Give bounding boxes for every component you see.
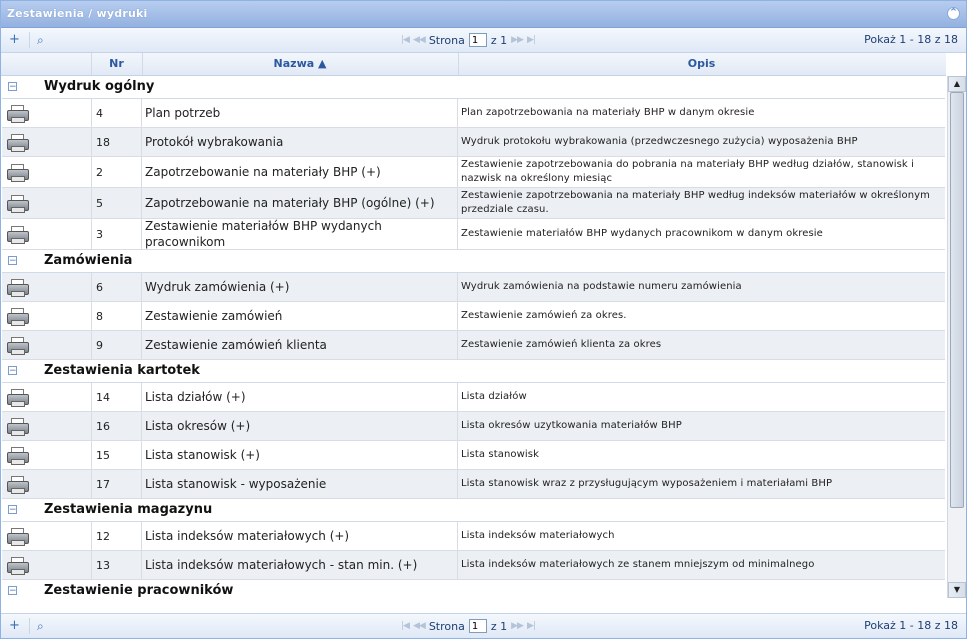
records-info: Pokaż 1 - 18 z 18 [864, 33, 958, 46]
last-page-icon[interactable]: ▶| [526, 35, 535, 45]
add-icon[interactable]: + [9, 32, 20, 47]
table-row[interactable] [2, 522, 945, 551]
group-name: Zestawienia kartotek [44, 363, 200, 378]
group-name: Zestawienie pracowników [44, 583, 234, 598]
collapse-group-icon[interactable]: − [9, 586, 17, 596]
printer-icon[interactable] [6, 307, 28, 325]
header-desc[interactable]: Opis [687, 57, 716, 70]
print-cell[interactable] [2, 273, 92, 301]
bottom-toolbar [1, 613, 966, 638]
add-icon[interactable]: + [9, 618, 20, 633]
page-input[interactable] [469, 619, 487, 633]
group-name: Wydruk ogólny [44, 79, 155, 94]
desc-cell: Lista działów [461, 391, 527, 402]
table-row[interactable] [2, 412, 945, 441]
top-toolbar [1, 28, 966, 53]
scroll-up-icon[interactable]: ▲ [948, 76, 966, 92]
desc-cell: Zestawienie zamówień klienta za okres [461, 339, 662, 350]
print-cell[interactable] [2, 188, 92, 218]
page-count: z 1 [490, 33, 508, 47]
desc-cell: Lista stanowisk wraz z przysługującym wyposażeniem i materiałami BHP [461, 478, 833, 489]
table-row[interactable] [2, 302, 945, 331]
desc-cell: Zestawienie zapotrzebowania do pobrania na materiały BHP według działów, stanowisk i nazwisk na określony miesiąc [461, 159, 914, 184]
print-cell[interactable] [2, 331, 92, 359]
scrollbar-thumb[interactable] [950, 92, 964, 508]
prev-page-icon[interactable]: ◀◀ [412, 35, 425, 45]
search-icon[interactable]: ⌕ [37, 619, 44, 633]
desc-cell: Lista indeksów materiałowych [461, 530, 615, 541]
name-cell: Zapotrzebowanie na materiały BHP (ogólne) (+) [142, 188, 458, 218]
table-row[interactable] [2, 383, 945, 412]
desc-cell: Lista stanowisk [461, 449, 539, 460]
page-input[interactable] [469, 33, 487, 47]
name-cell: Protokół wybrakowania [142, 128, 458, 156]
nr-cell: 17 [92, 470, 142, 498]
group-header[interactable] [2, 250, 945, 273]
group-name: Zamówienia [44, 253, 133, 268]
table-row[interactable] [2, 331, 945, 360]
desc-cell: Wydruk zamówienia na podstawie numeru zamówienia [461, 281, 742, 292]
printer-icon[interactable] [6, 336, 28, 354]
reports-grid [2, 76, 945, 598]
nr-cell: 16 [92, 412, 142, 440]
print-cell[interactable] [2, 470, 92, 498]
print-cell[interactable] [2, 219, 92, 249]
nr-cell: 8 [92, 302, 142, 330]
last-page-icon[interactable]: ▶| [526, 621, 535, 631]
next-page-icon[interactable]: ▶▶ [511, 621, 523, 631]
page-label: Strona [428, 33, 465, 47]
table-row[interactable] [2, 551, 945, 580]
grid-header [1, 53, 946, 76]
printer-icon[interactable] [6, 527, 28, 545]
nr-cell: 6 [92, 273, 142, 301]
table-row[interactable] [2, 219, 945, 250]
group-header[interactable] [2, 580, 945, 598]
nr-cell: 3 [92, 219, 142, 249]
table-row[interactable] [2, 157, 945, 188]
printer-icon[interactable] [6, 104, 28, 122]
collapse-group-icon[interactable]: − [9, 505, 17, 515]
desc-cell: Zestawienie zamówień za okres. [461, 310, 627, 321]
print-cell[interactable] [2, 157, 92, 187]
name-cell: Zestawienie materiałów BHP wydanych pracownikom [142, 219, 458, 249]
first-page-icon[interactable]: |◀ [401, 35, 409, 45]
print-cell[interactable] [2, 99, 92, 127]
pager [401, 618, 535, 634]
page-label: Strona [428, 619, 465, 633]
table-row[interactable] [2, 273, 945, 302]
search-icon[interactable]: ⌕ [37, 33, 44, 47]
printer-icon[interactable] [6, 388, 28, 406]
collapse-group-icon[interactable]: − [9, 82, 17, 92]
desc-cell: Zestawienie materiałów BHP wydanych pracownikom w danym okresie [461, 228, 823, 239]
name-cell: Lista stanowisk (+) [142, 441, 458, 469]
printer-icon[interactable] [6, 133, 28, 151]
collapse-group-icon[interactable]: − [9, 256, 17, 266]
printer-icon[interactable] [6, 225, 28, 243]
print-cell[interactable] [2, 551, 92, 579]
printer-icon[interactable] [6, 278, 28, 296]
toolbar-divider [29, 32, 30, 48]
printer-icon[interactable] [6, 163, 28, 181]
prev-page-icon[interactable]: ◀◀ [412, 621, 425, 631]
header-name[interactable]: Nazwa ▲ [142, 53, 459, 75]
table-row[interactable] [2, 188, 945, 219]
nr-cell: 4 [92, 99, 142, 127]
collapse-icon[interactable]: ⌃ [948, 6, 959, 19]
nr-cell: 13 [92, 551, 142, 579]
desc-cell: Wydruk protokołu wybrakowania (przedwczesnego zużycia) wyposażenia BHP [461, 136, 858, 147]
desc-cell: Zestawienie zapotrzebowania na materiały BHP według indeksów materiałów w określonym przedziale czasu. [461, 190, 930, 215]
name-cell: Zapotrzebowanie na materiały BHP (+) [142, 157, 458, 187]
printer-icon[interactable] [6, 417, 28, 435]
table-row[interactable] [2, 441, 945, 470]
header-print [1, 53, 92, 75]
print-cell[interactable] [2, 412, 92, 440]
table-row[interactable] [2, 99, 945, 128]
printer-icon[interactable] [6, 194, 28, 212]
printer-icon[interactable] [6, 475, 28, 493]
group-header[interactable] [2, 499, 945, 522]
nr-cell: 14 [92, 383, 142, 411]
name-cell: Lista indeksów materiałowych (+) [142, 522, 458, 550]
collapse-group-icon[interactable]: − [9, 366, 17, 376]
name-cell: Zestawienie zamówień klienta [142, 331, 458, 359]
name-cell: Zestawienie zamówień [142, 302, 458, 330]
nr-cell: 9 [92, 331, 142, 359]
first-page-icon[interactable]: |◀ [401, 621, 409, 631]
name-cell: Lista okresów (+) [142, 412, 458, 440]
page-count: z 1 [490, 619, 508, 633]
header-nr[interactable]: Nr [91, 53, 143, 75]
nr-cell: 15 [92, 441, 142, 469]
nr-cell: 18 [92, 128, 142, 156]
nr-cell: 2 [92, 157, 142, 187]
group-header[interactable] [2, 360, 945, 383]
table-row[interactable] [2, 128, 945, 157]
print-cell[interactable] [2, 522, 92, 550]
nr-cell: 5 [92, 188, 142, 218]
print-cell[interactable] [2, 383, 92, 411]
pager [401, 32, 535, 48]
nr-cell: 12 [92, 522, 142, 550]
desc-cell: Lista okresów uzytkowania materiałów BHP [461, 420, 682, 431]
printer-icon[interactable] [6, 556, 28, 574]
desc-cell: Lista indeksów materiałowych ze stanem mniejszym od minimalnego [461, 559, 815, 570]
scroll-down-icon[interactable]: ▼ [948, 582, 966, 598]
print-cell[interactable] [2, 128, 92, 156]
table-row[interactable] [2, 470, 945, 499]
vertical-scrollbar[interactable] [947, 76, 966, 598]
print-cell[interactable] [2, 302, 92, 330]
print-cell[interactable] [2, 441, 92, 469]
next-page-icon[interactable]: ▶▶ [511, 35, 523, 45]
name-cell: Lista indeksów materiałowych - stan min. (+) [142, 551, 458, 579]
printer-icon[interactable] [6, 446, 28, 464]
name-cell: Plan potrzeb [142, 99, 458, 127]
panel-title: Zestawienia / wydruki [7, 7, 148, 20]
group-header[interactable] [2, 76, 945, 99]
records-info: Pokaż 1 - 18 z 18 [864, 619, 958, 632]
group-name: Zestawienia magazynu [44, 502, 213, 517]
toolbar-divider [29, 618, 30, 634]
name-cell: Lista stanowisk - wyposażenie [142, 470, 458, 498]
panel-titlebar [1, 1, 966, 28]
name-cell: Wydruk zamówienia (+) [142, 273, 458, 301]
desc-cell: Plan zapotrzebowania na materiały BHP w danym okresie [461, 107, 755, 118]
name-cell: Lista działów (+) [142, 383, 458, 411]
